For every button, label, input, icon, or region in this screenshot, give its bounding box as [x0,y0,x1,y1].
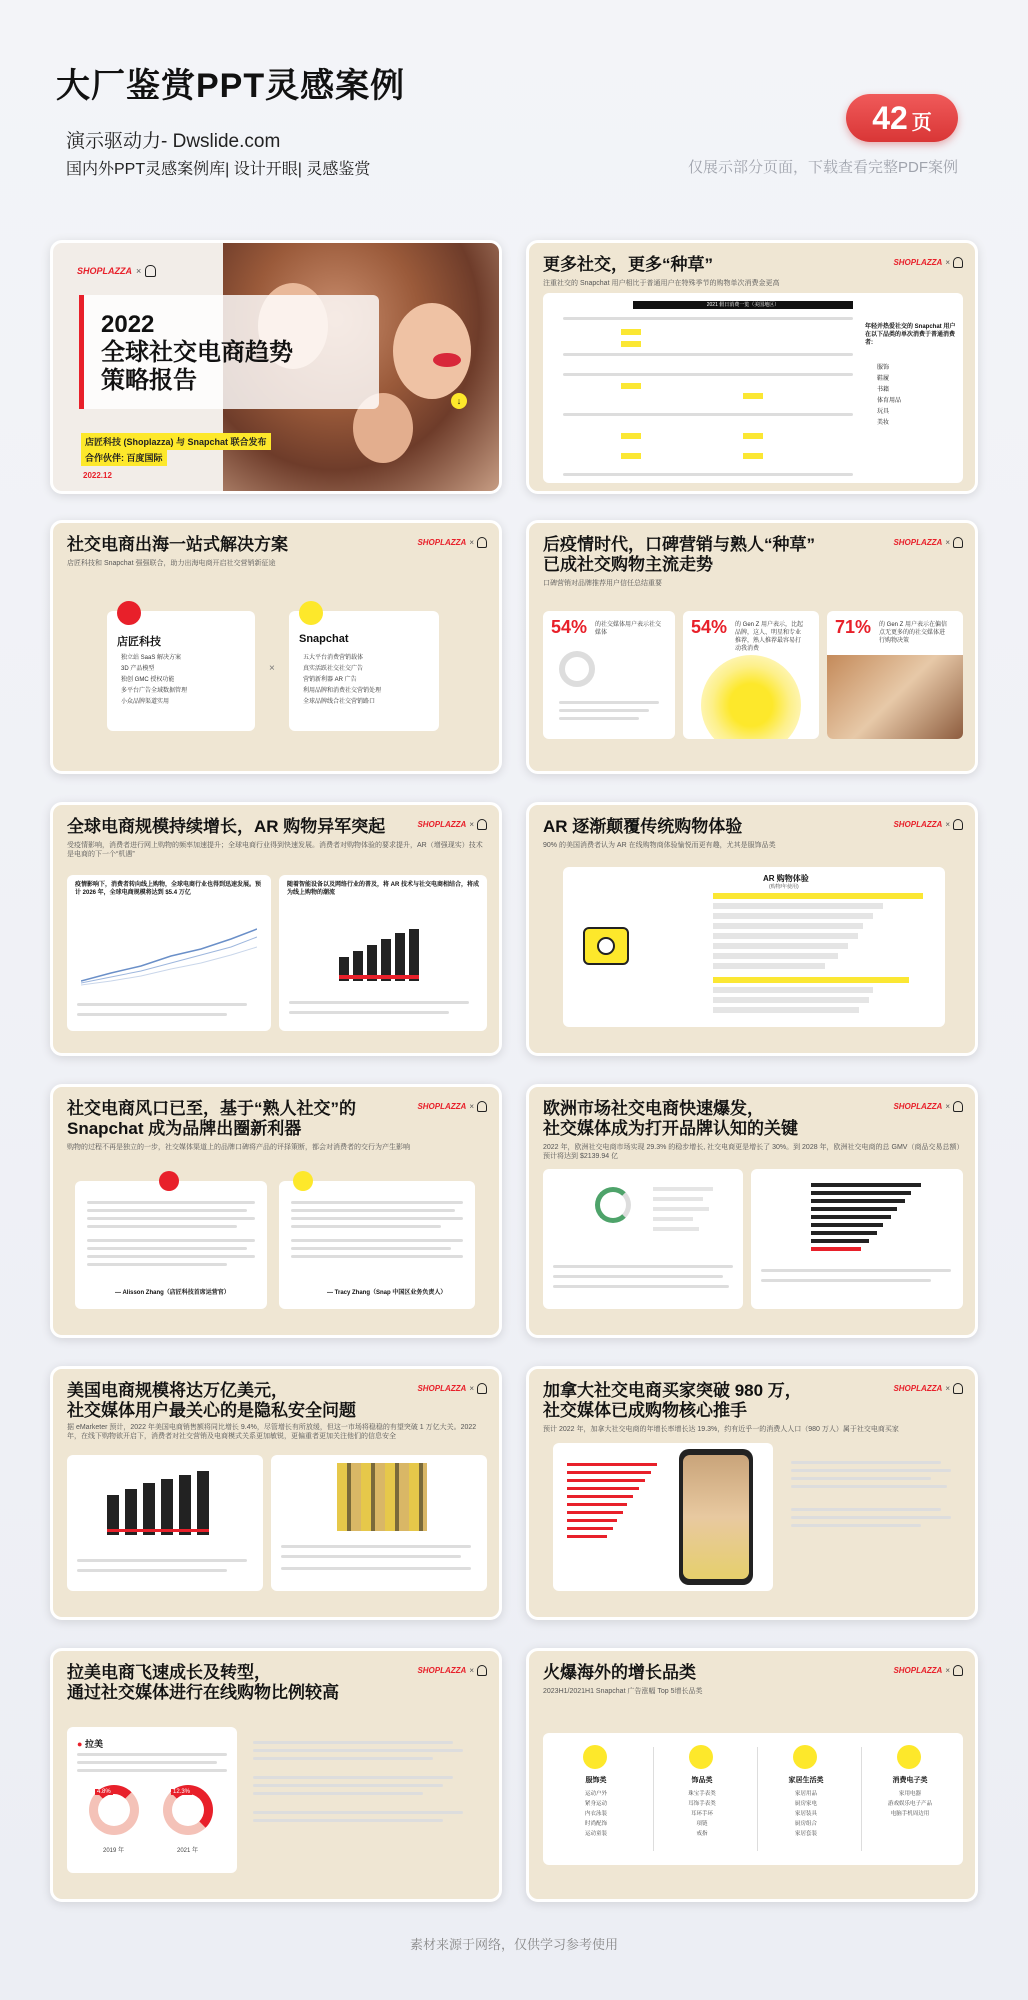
list-item: 3D 产品模型 [121,666,155,672]
brand-x: × [945,1384,950,1393]
side-title: 年轻并热爱社交的 Snapchat 用户在以下品类的单次消费于普通消费者: [865,324,956,346]
year-label: 2019 年 [103,1848,125,1854]
slide-title: 拉美电商飞速成长及转型， 通过社交媒体进行在线购物比例较高 [67,1663,339,1702]
snapchat-ghost-icon [477,537,487,548]
brand-x: × [469,1666,474,1675]
chart-panel [271,1455,487,1591]
category-name: 家居生活类 [788,1777,824,1784]
stat-value: 71% [835,617,872,637]
table-title: 2021 假日消费一览（美国地区） [633,301,853,309]
category-item: 时尚配饰 [584,1821,607,1827]
card-list [121,653,187,708]
chart-panel [67,1455,263,1591]
brand-x: × [469,538,474,547]
slide-brand [417,819,487,830]
slide-brand [893,819,963,830]
brand-x: × [469,820,474,829]
slide-subtitle: 受疫情影响，消费者进行网上购物的频率加速提升；全球电商行业得到快速发展。消费者对购物体验的要求提升，AR（增强现实）技术是电商的下一个“机遇” [67,842,483,858]
tshirt-icon [583,1745,607,1769]
slide-brand [893,257,963,268]
line-chart [81,911,257,991]
slide-title: 社交电商出海一站式解决方案 [67,535,288,554]
friends-photo [827,655,963,739]
snapchat-ghost-icon [953,819,963,830]
category-item: 耳饰手表类 [688,1801,716,1807]
shoplazza-logo: SHOPLAZZA [893,538,943,547]
category-item: 紧身运动 [584,1801,607,1807]
list-item: 独立站 SaaS 解决方案 [121,655,182,661]
region-label [77,1737,103,1750]
slide-7[interactable] [50,1084,502,1338]
shoplazza-icon [117,601,141,625]
pct-label: 12.3% [173,1789,191,1795]
cover-publisher: 店匠科技 (Shoplazza) 与 Snapchat 联合发布 [81,433,271,450]
page-count-badge [846,94,958,142]
card-title: Snapchat [299,633,349,645]
snapchat-ghost-icon [953,257,963,268]
list-item: 鞋履 [877,376,890,382]
slide-subtitle: 口碑营销对品牌推荐用户信任总结重要 [543,580,662,587]
slide-brand [417,1665,487,1676]
category-name: 服饰类 [585,1777,607,1784]
card-list [303,653,381,708]
slide-10[interactable] [526,1366,978,1620]
category-item: 运动童装 [584,1831,607,1837]
shoplazza-logo: SHOPLAZZA [417,1666,467,1675]
stat-text: 的社交媒体用户表示社交媒体 [595,622,662,636]
shoplazza-card [107,611,255,731]
snapchat-card [289,611,439,731]
slide-title: 美国电商规模将达万亿美元， 社交媒体用户最关心的是隐私安全问题 [67,1381,356,1420]
snapchat-ghost-icon [477,1383,487,1394]
chart-title: AR 购物体验 [763,874,809,883]
quote-author: — Alisson Zhang（店匠科技首席运营官） [115,1290,230,1296]
shoplazza-logo: SHOPLAZZA [893,1384,943,1393]
site-subtitle[interactable]: 演示驱动力- Dwslide.com [66,131,281,152]
slide-brand [417,1101,487,1112]
snapchat-ghost-icon [953,537,963,548]
chart-ring [559,651,595,687]
category-list [877,363,901,429]
chart-panel [563,867,945,1027]
slide-8[interactable] [526,1084,978,1338]
brand-x: × [945,820,950,829]
slide-subtitle: 购物的过程不再是独立的一步，社交媒体渠道上的品牌口碑将产品的评择策断，都会对消费者的交行为产生影响 [67,1144,410,1151]
list-item: 利用品牌和消费社交营销处理 [303,688,382,694]
shoplazza-logo: SHOPLAZZA [417,1384,467,1393]
shoplazza-logo: SHOPLAZZA [893,1102,943,1111]
cover-date: 2022.12 [83,471,112,480]
category-panel [543,1733,963,1865]
page-unit: 页 [911,112,932,134]
slide-title: 加拿大社交电商买家突破 980 万， 社交媒体已成购物核心推手 [543,1381,802,1420]
stat-text: 的 Gen Z 用户表示在偏信点无更多的的社交媒体进行购物决策 [879,622,948,644]
list-item: 服饰 [877,365,890,371]
pct-label: 4.8% [97,1789,111,1795]
slide-cover[interactable] [50,240,502,494]
cover-title: 2022 全球社交电商趋势 策略报告 [101,311,293,394]
chart-panel [67,875,271,1031]
slide-title: 更多社交，更多“种草” [543,255,713,274]
snapchat-ghost-icon [293,1171,313,1191]
donut-chart [595,1187,631,1223]
brand-x: × [945,258,950,267]
category-item: 厨房组合 [794,1821,817,1827]
slide-title: 社交电商风口已至，基于“熟人社交”的 Snapchat 成为品牌出圈新利器 [67,1099,356,1138]
slide-6[interactable] [526,802,978,1056]
list-item: 真实活跃社交社交广告 [303,666,364,672]
brand-x: × [136,266,142,276]
ring-icon [689,1745,713,1769]
brand-x: × [945,1666,950,1675]
card-title: 店匠科技 [117,636,161,648]
site-tagline: 国内外PPT灵感案例库| 设计开眼| 灵感鉴赏 [66,161,371,178]
slide-brand [417,537,487,548]
slide-brand [893,1383,963,1394]
camera-icon [583,927,629,965]
brand-x: × [945,538,950,547]
slide-brand [893,1665,963,1676]
location-pin-icon: ● [77,1739,83,1749]
chart-circles [701,655,801,739]
list-item: 多平台广告全域数据管理 [121,688,188,694]
slide-title: AR 逐渐颠覆传统购物体验 [543,817,743,836]
slide-title: 火爆海外的增长品类 [543,1663,696,1682]
slide-12[interactable] [526,1648,978,1902]
quote-card [279,1181,475,1309]
cover-brand [77,265,156,277]
brand-x: × [469,1102,474,1111]
list-item: 五大平台消费营销载体 [303,655,364,661]
chart-panel [751,1169,963,1309]
category-item: 内衣泳装 [584,1811,607,1817]
snapchat-ghost-icon [299,601,323,625]
list-item: 体育用品 [877,398,902,404]
page-header [0,0,1028,230]
cover-partner: 合作伙伴: 百度国际 [81,449,167,466]
slide-5[interactable] [50,802,502,1056]
shoplazza-logo: SHOPLAZZA [417,820,467,829]
slide-brand [893,1101,963,1112]
category-item: 家居装具 [794,1811,817,1817]
list-item: 全球品牌线合社交营销路口 [303,699,376,705]
year-label: 2021 年 [177,1848,199,1854]
content-panel [543,293,963,483]
category-item: 电脑手机周边用 [890,1811,930,1817]
category-item: 项链 [696,1821,708,1827]
snapchat-ghost-icon [477,1101,487,1112]
slide-subtitle: 90% 的美国消费者认为 AR 在线购物商体验愉悦而更有趣，尤其是服饰品类 [543,842,776,849]
stat-value: 54% [551,617,588,637]
list-item: 独创 GMC 授权功能 [121,677,175,683]
quote-card [75,1181,267,1309]
slide-4[interactable] [526,520,978,774]
home-icon [793,1745,817,1769]
shoplazza-logo: SHOPLAZZA [417,1102,467,1111]
site-title: 大厂鉴赏PPT灵感案例 [56,67,406,105]
list-item: 营销新利器 AR 广告 [303,677,357,683]
brand-x: × [945,1102,950,1111]
snapchat-ghost-icon [477,819,487,830]
panel-heading: 随着智能设备以及网络行业的普及，将 AR 技术与社交电商相结合，将成为线上购物的潮流 [287,882,480,896]
chart-subtitle: (购物/年使用) [769,884,799,890]
shoplazza-icon [159,1171,179,1191]
chart-panel [543,1169,743,1309]
shoplazza-logo: SHOPLAZZA [893,1666,943,1675]
snapchat-ghost-icon [953,1383,963,1394]
slide-subtitle: 注重社交的 Snapchat 用户相比于普通用户在特殊季节的购物单次消费金更高 [543,280,780,287]
quote-author: — Tracy Zhang（Snap 中国区业务负责人） [327,1290,447,1296]
slide-subtitle: 2022 年，欧洲社交电商市场实现 29.3% 的稳步增长, 社交电商更是增长了 30%。到 2028 年，欧洲社交电商的总 GMV（商品交易总额）预计将达到 $2139.94 亿 [543,1144,960,1160]
shoplazza-logo: SHOPLAZZA [893,820,943,829]
region-name: 拉美 [84,1739,103,1749]
category-name: 消费电子类 [892,1777,928,1784]
slide-subtitle: 据 eMarketer 预计，2022 年美国电商销售额将同比增长 9.4%，尽管增长有所放缓，但这一市场将稳稳的有望突破 1 万亿大关。2022 年，在线下购物欲开启下，消费者对社交营销及电商模式关系更加敏锐，更偏重者更加关注他们的信息安全 [67,1424,477,1440]
bullet-text [791,1461,961,1532]
slide-title: 后疫情时代，口碑营销与熟人“种草” 已成社交购物主流走势 [543,535,815,574]
category-item: 戒指 [696,1831,708,1837]
category-item: 家用电器 [898,1791,921,1797]
chart-panel [279,875,487,1031]
slide-brand [417,1383,487,1394]
stat-card [827,611,963,739]
bullet-text [253,1741,483,1827]
category-item: 珠宝手表类 [688,1791,716,1797]
cover-face [393,303,471,399]
stat-card [543,611,675,739]
source-note: 素材来源于网络，仅供学习参考使用 [409,1937,618,1952]
slide-brand [893,537,963,548]
cover-lips [433,353,461,367]
slide-title: 全球电商规模持续增长，AR 购物异军突起 [67,817,386,836]
shoplazza-logo: SHOPLAZZA [77,266,132,276]
category-item: 运动户外 [584,1791,607,1797]
category-item: 家居套装 [794,1831,817,1837]
list-item: 小众品牌渠道实用 [121,699,170,705]
slide-3[interactable] [50,520,502,774]
cover-accent-bar [79,295,84,409]
list-item: 书籍 [877,387,890,393]
stat-value: 54% [691,617,728,637]
shoplazza-logo: SHOPLAZZA [893,258,943,267]
brand-x: × [269,663,275,674]
phone-mockup [679,1449,753,1585]
snapchat-ghost-icon [953,1101,963,1112]
category-item: 厨房家电 [794,1801,817,1807]
panel-heading: 疫情影响下，消费者转向线上购物，全球电商行业也得到迅速发展。预计 2026 年，全球电商规模将达到 $5.4 万亿 [75,882,262,896]
snapchat-ghost-icon [953,1665,963,1676]
list-item: 美妆 [877,420,890,426]
category-item: 家居用品 [794,1791,817,1797]
brand-x: × [469,1384,474,1393]
list-item: 玩具 [877,409,890,415]
page-count: 42 [872,100,908,136]
chart-panel [67,1727,237,1873]
chart-panel [553,1443,773,1591]
slide-11[interactable] [50,1648,502,1902]
shoplazza-logo: SHOPLAZZA [417,538,467,547]
stat-card [683,611,819,739]
snapchat-ghost-icon [477,1665,487,1676]
snapchat-ghost-icon [145,265,156,277]
slide-subtitle: 店匠科技和 Snapchat 强强联合，助力出海电商开启社交营销新征途 [67,560,276,567]
phone-icon [897,1745,921,1769]
slide-subtitle: 2023H1/2021H1 Snapchat 广告涨幅 Top 5增长品类 [543,1688,703,1695]
slide-9[interactable] [50,1366,502,1620]
collage-image [337,1463,427,1531]
slide-title: 欧洲市场社交电商快速爆发， 社交媒体成为打开品牌认知的关键 [543,1099,798,1138]
category-item: 游戏娱乐电子产品 [887,1801,932,1807]
slide-subtitle: 预计 2022 年，加拿大社交电商的年增长率增长达 19.3%，约有近乎一的消费人人口（980 万人）属于社交电商买家 [543,1426,899,1433]
category-item: 耳环手环 [690,1811,713,1817]
category-name: 饰品类 [691,1777,713,1784]
preview-note: 仅展示部分页面，下载查看完整PDF案例 [687,159,958,176]
stat-text: 的 Gen Z 用户表示，比起品牌，这人、明星和专业推荐，熟人推荐最容易打动我消费 [735,622,804,652]
arrow-down-icon: ↓ [451,393,467,409]
slide-2[interactable] [526,240,978,494]
